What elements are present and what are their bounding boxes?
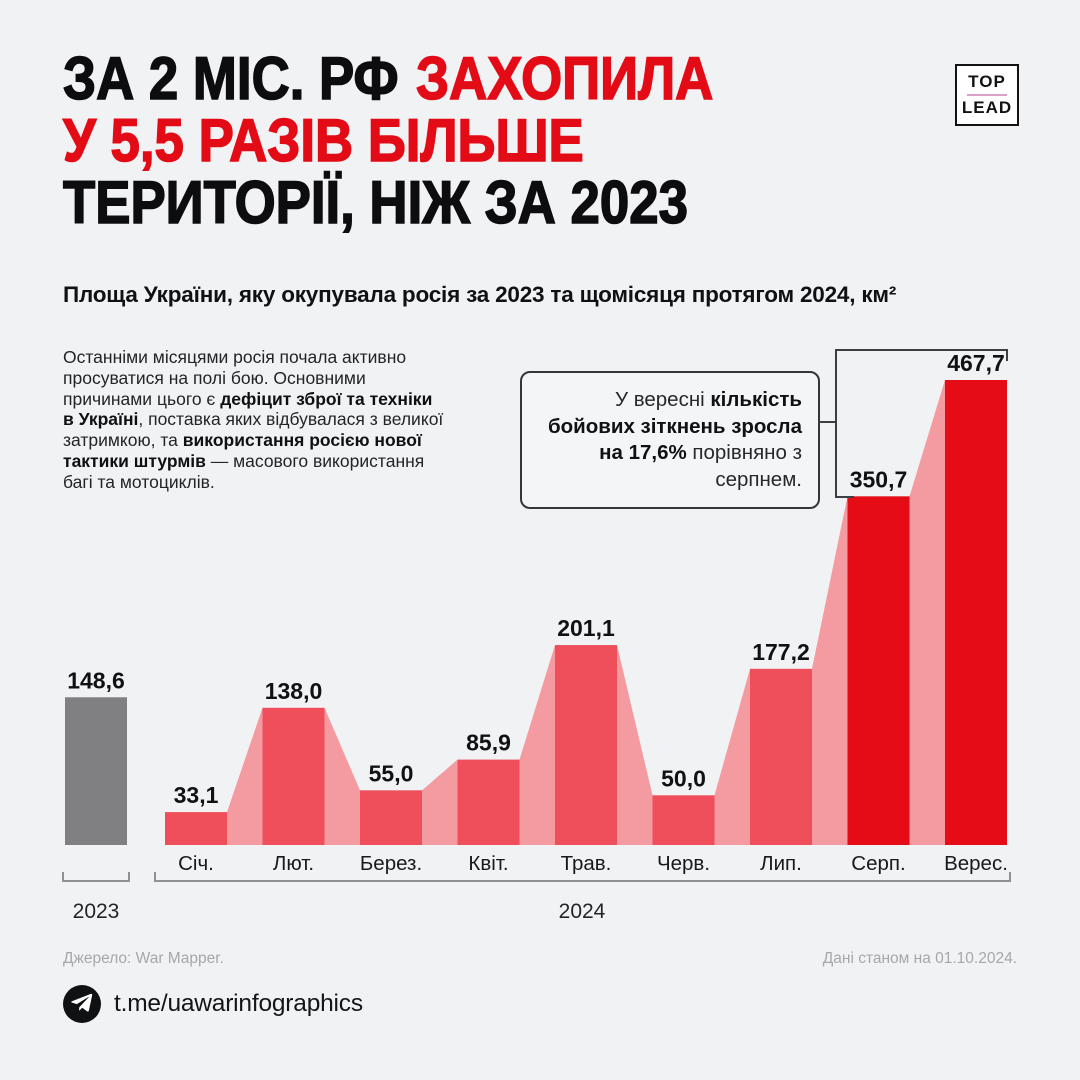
month-label: Серп. xyxy=(851,852,906,875)
description-part-3: — масового використання багі та мотоциклів. xyxy=(63,450,425,492)
description-part-2: , поставка яких відбувалася з великої затримкою, та xyxy=(63,409,444,451)
bar-month xyxy=(263,708,325,845)
bar-month xyxy=(165,812,227,845)
area-connector xyxy=(715,669,751,845)
bar-month xyxy=(750,669,812,845)
bar-month xyxy=(360,790,422,845)
callout-bold: кількість бойових зіткнень зросла на 17,6% xyxy=(547,388,802,464)
value-label: 177,2 xyxy=(752,638,810,665)
bar-month xyxy=(653,795,715,845)
logo-lead-text: LEAD xyxy=(961,98,1013,117)
value-label: 85,9 xyxy=(466,729,511,756)
year-label-2023: 2023 xyxy=(72,900,120,923)
axis-bracket-2023 xyxy=(63,872,129,881)
value-label: 138,0 xyxy=(264,677,323,704)
area-connector xyxy=(617,645,653,845)
month-label: Квіт. xyxy=(468,852,509,875)
telegram-icon xyxy=(63,985,101,1023)
value-label: 201,1 xyxy=(557,615,615,642)
month-label: Трав. xyxy=(560,852,612,875)
title-line1-red: ЗАХОПИЛА xyxy=(416,45,714,112)
title-line-3: ТЕРИТОРІЇ, НІЖ ЗА 2023 xyxy=(63,169,688,236)
description-bold-1: дефіцит зброї та техніки в Україні xyxy=(63,388,433,430)
bar-month xyxy=(555,645,617,845)
area-connector xyxy=(422,760,458,845)
month-label: Лют. xyxy=(272,852,315,875)
area-connector xyxy=(812,496,848,845)
value-label: 50,0 xyxy=(661,765,706,792)
description-part-1: Останніми місяцями росія почала активно просуватися на полі бою. Основними причинами цього є xyxy=(63,347,407,409)
telegram-link[interactable] xyxy=(63,985,363,1023)
logo-top-text: TOP xyxy=(968,72,1006,91)
bar-2023 xyxy=(65,697,127,845)
area-connector xyxy=(910,380,946,845)
callout-part-2: порівняно з серпнем. xyxy=(686,441,802,491)
bar-month xyxy=(945,380,1007,845)
value-label: 55,0 xyxy=(368,760,414,787)
description-bold-2: використання росією нової тактики штурмів xyxy=(63,430,422,471)
area-connector xyxy=(227,708,263,845)
month-label: Черв. xyxy=(656,852,711,875)
value-label: 33,1 xyxy=(173,782,219,809)
value-label: 350,7 xyxy=(849,466,908,493)
month-label: Січ. xyxy=(178,852,214,875)
value-label: 467,7 xyxy=(947,350,1005,376)
title-line1-black: ЗА 2 МІС. РФ xyxy=(63,45,399,112)
month-label: Берез. xyxy=(359,852,423,875)
data-asof-note: Дані станом на 01.10.2024. xyxy=(822,950,1017,967)
bar-month xyxy=(848,496,910,845)
telegram-handle-text[interactable]: t.me/uawarinfographics xyxy=(114,990,363,1017)
area-connector xyxy=(325,708,361,845)
source-note: Джерело: War Mapper. xyxy=(63,950,224,967)
chart-subtitle: Площа України, яку окупувала росія за 2023 та щомісяця протягом 2024, км² xyxy=(63,282,897,307)
value-label-2023: 148,6 xyxy=(67,667,125,694)
month-label: Верес. xyxy=(944,852,1008,875)
year-label-2024: 2024 xyxy=(558,900,606,923)
callout-part-1: У вересні xyxy=(615,388,711,411)
month-label: Лип. xyxy=(760,852,802,875)
bar-month xyxy=(458,760,520,845)
title-line-2: У 5,5 РАЗІВ БІЛЬШЕ xyxy=(63,107,584,174)
area-connector xyxy=(520,645,556,845)
